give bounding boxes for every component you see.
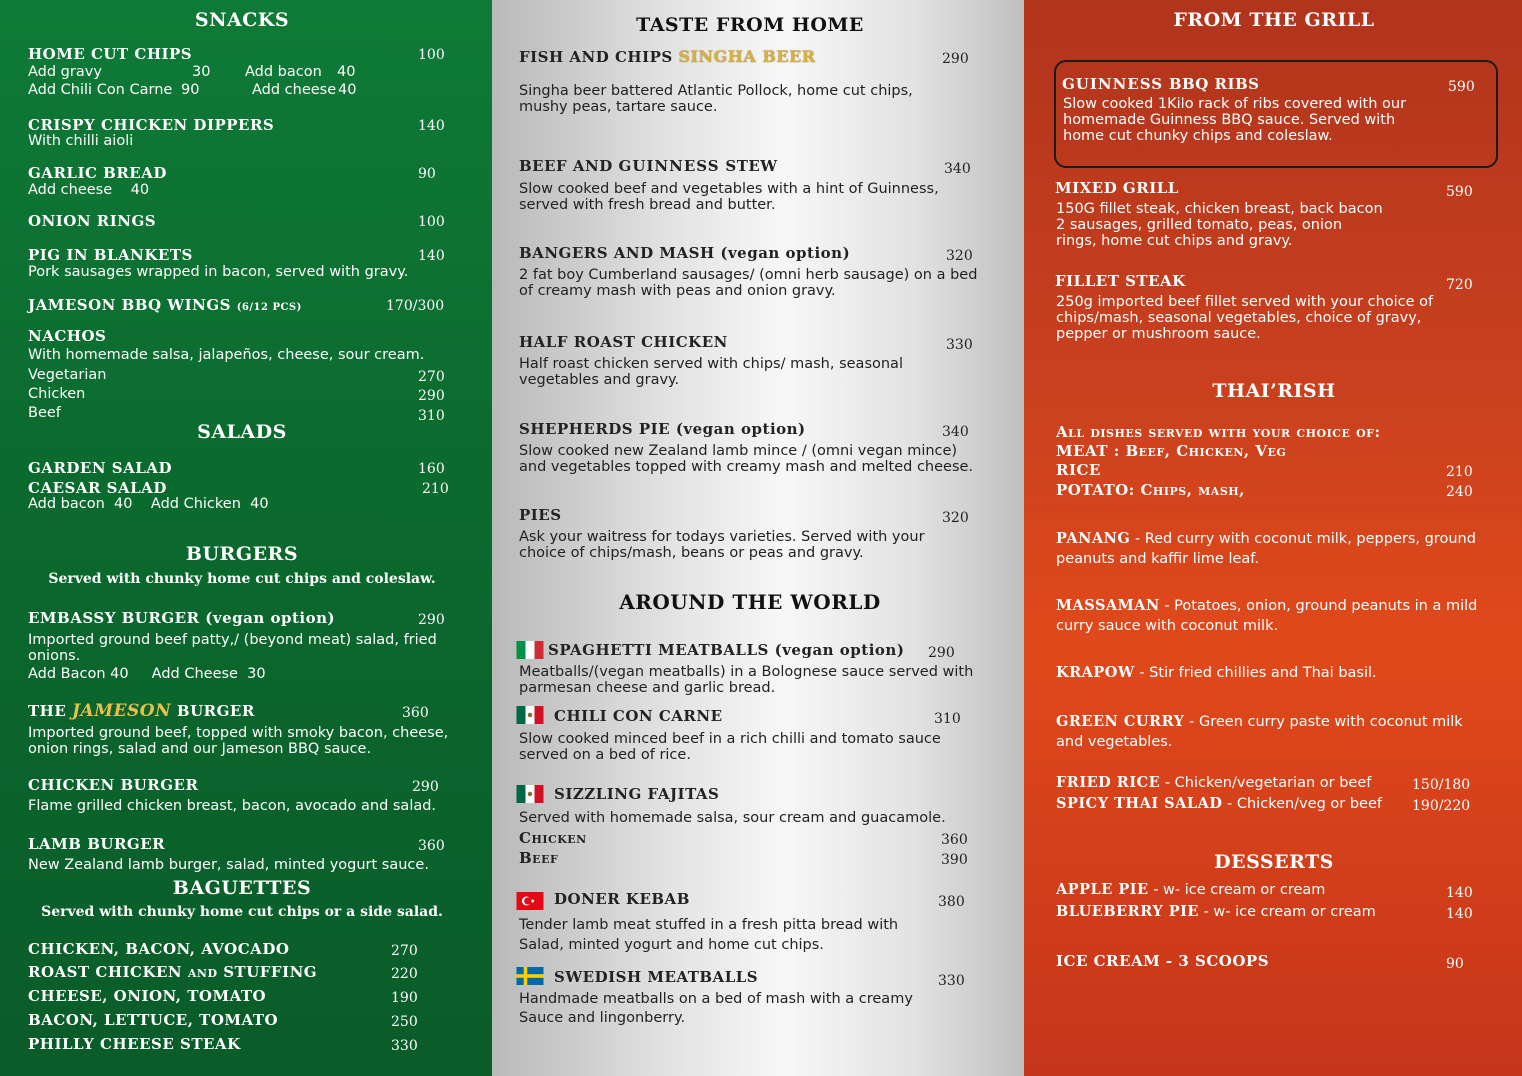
item-massaman <box>1056 596 1486 636</box>
item-home-cut-chips: HOME CUT CHIPS <box>28 45 193 63</box>
price-bangers: 320 <box>946 248 973 264</box>
price-half-roast: 330 <box>946 337 973 353</box>
extra-price: 30 <box>192 64 211 80</box>
price-onion-rings: 100 <box>418 214 445 230</box>
thairish-intro: All dishes served with your choice of: <box>1056 423 1381 441</box>
beef-stew-post: STEW <box>725 157 778 175</box>
desc-embassy-burger: Imported ground beef patty,/ (beyond meat) salad, fried onions. <box>28 632 437 664</box>
salads-title: SALADS <box>197 421 287 443</box>
taste-from-home-title: TASTE FROM HOME <box>636 14 864 36</box>
mexico-flag-icon <box>516 785 544 803</box>
price-potato: 240 <box>1446 484 1473 500</box>
item-doner-kebab: DONER KEBAB <box>554 890 690 908</box>
desc-chili: Slow cooked minced beef in a rich chilli and tomato sauce served on a bed of rice. <box>519 731 941 763</box>
baguette-price: 330 <box>391 1038 418 1054</box>
item-nachos: NACHOS <box>28 327 107 345</box>
price-embassy-burger: 290 <box>418 612 445 628</box>
desc-lamb-burger: New Zealand lamb burger, salad, minted yogurt sauce. <box>28 857 429 873</box>
price-fried-rice: 150/180 <box>1412 777 1471 793</box>
blueberry-pie-name: BLUEBERRY PIE <box>1056 903 1199 920</box>
option-label: Vegetarian <box>28 367 107 383</box>
desc-nachos: With homemade salsa, jalapeños, cheese, sour cream. <box>28 347 425 363</box>
item-jameson-wings <box>28 296 302 314</box>
baguette-price: 250 <box>391 1014 418 1030</box>
item-apple-pie <box>1056 882 1325 898</box>
thairish-rice: RICE <box>1056 461 1101 479</box>
baguette-price: 190 <box>391 990 418 1006</box>
mexico-flag-icon <box>516 706 544 724</box>
around-the-world-title: AROUND THE WORLD <box>619 590 881 614</box>
italy-flag-icon <box>516 641 544 659</box>
price-chicken-burger: 290 <box>412 779 439 795</box>
option-price: 360 <box>941 832 968 848</box>
item-pies: PIES <box>519 506 562 524</box>
price-lamb-burger: 360 <box>418 838 445 854</box>
sweden-flag-icon <box>516 967 544 985</box>
item-garlic-bread: GARLIC BREAD <box>28 164 167 182</box>
price-ribs: 590 <box>1448 79 1475 95</box>
baguette-item: ROAST CHICKEN and STUFFING <box>28 963 318 981</box>
price-fillet-steak: 720 <box>1446 277 1473 293</box>
jameson-wings-name: JAMESON BBQ WINGS <box>28 296 231 314</box>
desc-beef-stew: Slow cooked beef and vegetables with a hint of Guinness, served with fresh bread and butter. <box>519 181 939 213</box>
item-fillet-steak: FILLET STEAK <box>1055 272 1186 290</box>
price-spaghetti: 290 <box>928 645 955 661</box>
desc-crispy-chicken: With chilli aioli <box>28 133 134 149</box>
embassy-burger-name: EMBASSY BURGER <box>28 609 200 627</box>
thairish-potato: POTATO: Chips, mash, <box>1056 481 1245 499</box>
item-garden-salad: GARDEN SALAD <box>28 459 172 477</box>
ribs-name: BBQ RIBS <box>1168 75 1260 93</box>
baguettes-subtitle: Served with chunky home cut chips or a side salad. <box>41 904 443 920</box>
vegan-option-label: (vegan option) <box>774 641 905 659</box>
option-label: Chicken <box>28 386 86 402</box>
price-doner: 380 <box>938 894 965 910</box>
option-label: Chicken <box>519 829 587 847</box>
vegan-option-label: (vegan option) <box>720 244 851 262</box>
jameson-burger-pre: THE <box>28 702 67 720</box>
desc-pig-in-blankets: Pork sausages wrapped in bacon, served with gravy. <box>28 264 409 280</box>
item-sizzling-fajitas: SIZZLING FAJITAS <box>554 785 720 803</box>
item-blueberry-pie <box>1056 904 1376 920</box>
price-blueberry-pie: 140 <box>1446 906 1473 922</box>
price-apple-pie: 140 <box>1446 885 1473 901</box>
price-mixed-grill: 590 <box>1446 184 1473 200</box>
item-pig-in-blankets: PIG IN BLANKETS <box>28 246 193 264</box>
extras-embassy-burger: Add Bacon 40 Add Cheese 30 <box>28 666 266 682</box>
item-chicken-burger: CHICKEN BURGER <box>28 776 199 794</box>
spicy-salad-desc: - Chicken/veg or beef <box>1222 796 1382 812</box>
desc-doner: Tender lamb meat stuffed in a fresh pitta bread with Salad, minted yogurt and home cut chips. <box>519 917 899 953</box>
guinness-logo: GUINNESS <box>1062 75 1164 93</box>
price-swedish: 330 <box>938 973 965 989</box>
item-guinness-bbq-ribs <box>1062 75 1259 93</box>
item-panang <box>1056 529 1486 569</box>
item-swedish-meatballs: SWEDISH MEATBALLS <box>554 968 759 986</box>
option-price: 310 <box>418 408 445 424</box>
price-pig-in-blankets: 140 <box>418 248 445 264</box>
price-garlic-bread: 90 <box>418 166 436 182</box>
price-fish-and-chips: 290 <box>942 51 969 67</box>
item-beef-guinness-stew <box>519 157 778 175</box>
desc-half-roast: Half roast chicken served with chips/ mash, seasonal vegetables and gravy. <box>519 356 903 388</box>
item-embassy-burger <box>28 609 335 627</box>
price-pies: 320 <box>942 510 969 526</box>
desserts-title: DESSERTS <box>1214 851 1334 873</box>
item-bangers-and-mash <box>519 244 850 262</box>
price-caesar-salad: 210 <box>422 481 449 497</box>
desc-fajitas: Served with homemade salsa, sour cream and guacamole. <box>519 810 946 826</box>
desc-fillet-steak: 250g imported beef fillet served with your choice of chips/mash, seasonal vegetables, choice of gravy, pepper or mushroom sauce. <box>1056 294 1434 342</box>
baguette-item: BACON, LETTUCE, TOMATO <box>28 1011 279 1029</box>
price-beef-stew: 340 <box>944 161 971 177</box>
thairish-meat: MEAT : Beef, Chicken, Veg <box>1056 442 1287 460</box>
baguette-price: 270 <box>391 943 418 959</box>
baguette-item: CHEESE, ONION, TOMATO <box>28 987 267 1005</box>
panang-name: PANANG <box>1056 530 1131 547</box>
desc-shepherds: Slow cooked new Zealand lamb mince / (omni vegan mince) and vegetables topped with creamy mash and melted cheese. <box>519 443 974 475</box>
item-fish-and-chips <box>519 47 816 66</box>
desc-spaghetti: Meatballs/(vegan meatballs) in a Bolognese sauce served with parmesan cheese and garlic bread. <box>519 664 974 696</box>
krapow-name: KRAPOW <box>1056 664 1135 681</box>
option-label: Beef <box>28 405 61 421</box>
krapow-desc: - Stir fried chillies and Thai basil. <box>1134 665 1377 681</box>
jameson-burger-post: BURGER <box>176 702 255 720</box>
turkey-flag-icon <box>516 892 544 910</box>
green-curry-name: GREEN CURRY <box>1056 713 1185 730</box>
extra-label: Add bacon <box>245 64 322 80</box>
panang-desc: - Red curry with coconut milk, peppers, ground peanuts and kaffir lime leaf. <box>1056 531 1476 567</box>
baguettes-title: BAGUETTES <box>172 877 312 899</box>
item-crispy-chicken: CRISPY CHICKEN DIPPERS <box>28 116 275 134</box>
price-ice-cream: 90 <box>1446 956 1464 972</box>
fish-chips-name: FISH AND CHIPS <box>519 48 673 66</box>
desc-ribs: Slow cooked 1Kilo rack of ribs covered with our homemade Guinness BBQ sauce. Served with home cut chunky chips and coleslaw. <box>1063 96 1407 144</box>
price-jameson-wings: 170/300 <box>386 298 445 314</box>
item-krapow <box>1056 663 1486 683</box>
desc-swedish: Handmade meatballs on a bed of mash with a creamy Sauce and lingonberry. <box>519 991 913 1026</box>
vegan-option-label: (vegan option) <box>205 609 336 627</box>
price-shepherds: 340 <box>942 424 969 440</box>
item-jameson-burger <box>28 701 255 721</box>
blueberry-pie-desc: - w- ice cream or cream <box>1198 904 1376 920</box>
extra-price: 40 <box>338 82 357 98</box>
desc-caesar-salad: Add bacon 40 Add Chicken 40 <box>28 496 269 512</box>
thairish-title: THAI’RISH <box>1212 380 1336 402</box>
burgers-subtitle: Served with chunky home cut chips and coleslaw. <box>48 571 436 587</box>
price-rice: 210 <box>1446 464 1473 480</box>
vegan-option-label: (vegan option) <box>675 420 806 438</box>
shepherds-name: SHEPHERDS PIE <box>519 420 671 438</box>
extra-label: Add Chili Con Carne <box>28 82 173 98</box>
item-ice-cream: ICE CREAM - 3 SCOOPS <box>1056 952 1270 970</box>
guinness-logo: GUINNESS <box>618 157 720 175</box>
fried-rice-name: FRIED RICE <box>1056 774 1161 791</box>
price-jameson-burger: 360 <box>402 705 429 721</box>
item-lamb-burger: LAMB BURGER <box>28 835 166 853</box>
price-home-cut-chips: 100 <box>418 47 445 63</box>
apple-pie-desc: - w- ice cream or cream <box>1148 882 1326 898</box>
item-caesar-salad: CAESAR SALAD <box>28 479 167 497</box>
item-mixed-grill: MIXED GRILL <box>1055 179 1179 197</box>
snacks-title: SNACKS <box>194 9 290 31</box>
jameson-logo: JAMESON <box>72 701 172 721</box>
price-spicy-salad: 190/220 <box>1412 798 1471 814</box>
massaman-name: MASSAMAN <box>1056 597 1160 614</box>
price-crispy-chicken: 140 <box>418 118 445 134</box>
massaman-desc: - Potatoes, onion, ground peanuts in a mild curry sauce with coconut milk. <box>1056 598 1478 634</box>
item-fried-rice <box>1056 775 1371 791</box>
item-onion-rings: ONION RINGS <box>28 212 157 230</box>
option-price: 390 <box>941 852 968 868</box>
desc-pies: Ask your waitress for todays varieties. Served with your choice of chips/mash, beans or peas and gravy. <box>519 529 925 561</box>
item-half-roast-chicken: HALF ROAST CHICKEN <box>519 333 728 351</box>
burgers-title: BURGERS <box>185 543 299 565</box>
apple-pie-name: APPLE PIE <box>1056 881 1149 898</box>
desc-jameson-burger: Imported ground beef, topped with smoky bacon, cheese, onion rings, salad and our Jameson BBQ sauce. <box>28 725 449 757</box>
from-the-grill-title: FROM THE GRILL <box>1173 9 1375 31</box>
bangers-name: BANGERS AND MASH <box>519 244 715 262</box>
desc-garlic-bread: Add cheese 40 <box>28 182 150 198</box>
option-price: 290 <box>418 388 445 404</box>
item-chili-con-carne: CHILI CON CARNE <box>554 707 723 725</box>
extra-price: 90 <box>181 82 200 98</box>
spicy-salad-name: SPICY THAI SALAD <box>1056 795 1223 812</box>
baguette-item: PHILLY CHEESE STEAK <box>28 1035 241 1053</box>
price-garden-salad: 160 <box>418 461 445 477</box>
item-green-curry <box>1056 712 1486 752</box>
baguette-item: CHICKEN, BACON, AVOCADO <box>28 940 290 958</box>
singha-logo: SINGHA BEER <box>678 47 816 66</box>
extra-label: Add cheese <box>252 82 337 98</box>
desc-bangers: 2 fat boy Cumberland sausages/ (omni herb sausage) on a bed of creamy mash with peas and onion gravy. <box>519 267 978 299</box>
item-spicy-thai-salad <box>1056 796 1382 812</box>
option-label: Beef <box>519 849 559 867</box>
beef-stew-pre: BEEF AND <box>519 157 613 175</box>
item-spaghetti-meatballs <box>548 641 904 659</box>
baguette-price: 220 <box>391 966 418 982</box>
option-price: 270 <box>418 369 445 385</box>
item-shepherds-pie <box>519 420 806 438</box>
green-curry-desc: - Green curry paste with coconut milk and vegetables. <box>1056 714 1463 750</box>
price-chili: 310 <box>934 711 961 727</box>
desc-chicken-burger: Flame grilled chicken breast, bacon, avocado and salad. <box>28 798 437 814</box>
desc-mixed-grill: 150G fillet steak, chicken breast, back bacon 2 sausages, grilled tomato, peas, onion rings, home cut chips and gravy. <box>1056 201 1383 249</box>
spaghetti-name: SPAGHETTI MEATBALLS <box>548 641 769 659</box>
desc-fish-and-chips: Singha beer battered Atlantic Pollock, home cut chips, mushy peas, tartare sauce. <box>519 83 913 115</box>
extra-label: Add gravy <box>28 64 102 80</box>
extra-price: 40 <box>337 64 356 80</box>
fried-rice-desc: - Chicken/vegetarian or beef <box>1160 775 1372 791</box>
jameson-wings-pcs: (6/12 PCS) <box>236 302 302 313</box>
